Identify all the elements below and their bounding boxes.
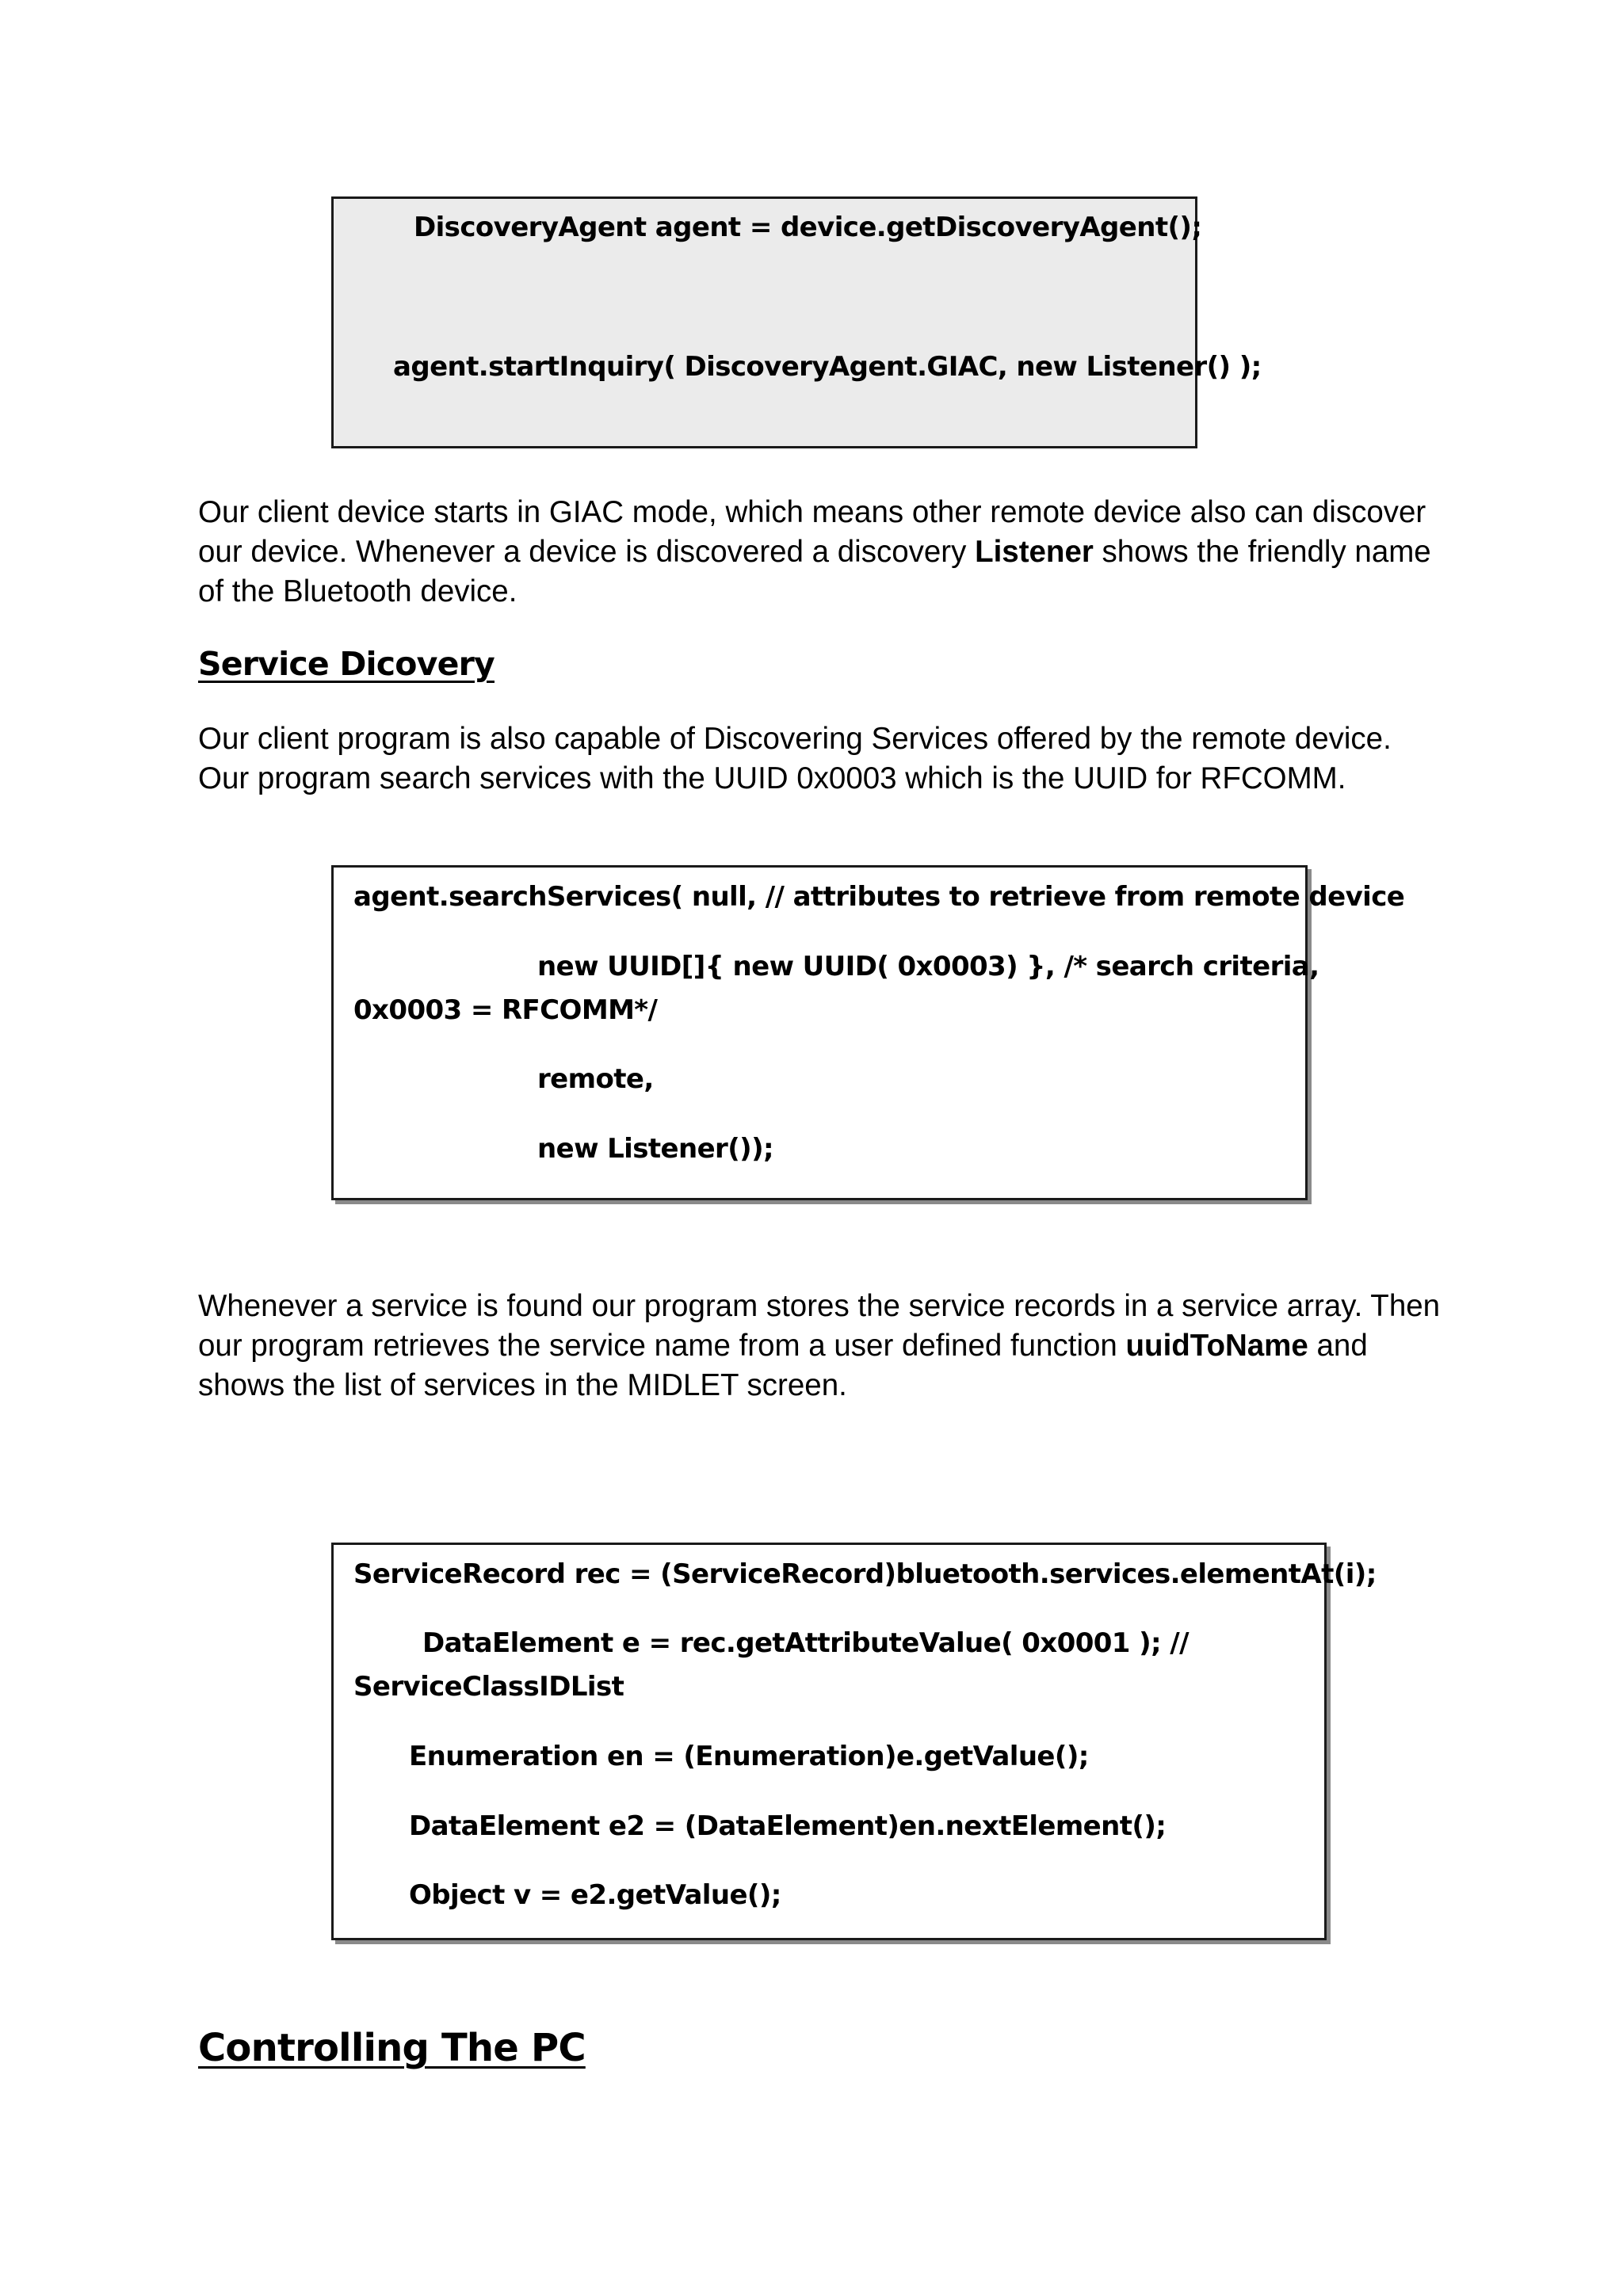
text-line: of the Bluetooth device. (198, 574, 517, 608)
section-heading-controlling-pc: Controlling The PC (198, 2026, 586, 2070)
text-span: shows the friendly name (1093, 535, 1431, 569)
text-line: shows the list of services in the MIDLET screen. (198, 1368, 847, 1402)
code-line: new Listener()); (537, 1133, 774, 1165)
uuid-to-name-term: uuidToName (1125, 1329, 1308, 1363)
code-line: Object v = e2.getValue(); (409, 1879, 781, 1911)
text-span: our program retrieves the service name from a user defined function (198, 1329, 1126, 1363)
code-line: ServiceClassIDList (353, 1671, 624, 1703)
code-line: agent.searchServices( null, // attributes to retrieve from remote device (353, 881, 1405, 913)
text-line: Our client device starts in GIAC mode, which means other remote device also can discover (198, 495, 1426, 529)
paragraph-service-found (198, 1287, 1450, 1405)
code-line: DataElement e = rec.getAttributeValue( 0x0001 ); // (422, 1627, 1189, 1659)
code-line: ServiceRecord rec = (ServiceRecord)bluetooth.services.elementAt(i); (353, 1558, 1377, 1590)
code-line: remote, (537, 1063, 654, 1095)
text-span: and (1308, 1329, 1368, 1363)
text-line (198, 1326, 1450, 1366)
code-line: 0x0003 = RFCOMM*/ (353, 994, 658, 1026)
text-line: Our client program is also capable of Discovering Services offered by the remote device. (198, 722, 1392, 756)
paragraph-service-search (198, 719, 1450, 799)
code-line: Enumeration en = (Enumeration)e.getValue(); (409, 1741, 1089, 1772)
code-line: DiscoveryAgent agent = device.getDiscoveryAgent(); (414, 212, 1202, 243)
section-heading-service-discovery: Service Dicovery (198, 645, 495, 683)
code-line: DataElement e2 = (DataElement)en.nextElement(); (409, 1810, 1167, 1842)
text-span: our device. Whenever a device is discovered a discovery (198, 535, 976, 569)
code-block-search-services (331, 865, 1308, 1200)
code-line: agent.startInquiry( DiscoveryAgent.GIAC, new Listener() ); (393, 351, 1262, 383)
paragraph-giac-mode (198, 493, 1450, 612)
text-line: Our program search services with the UUID 0x0003 which is the UUID for RFCOMM. (198, 761, 1346, 795)
listener-term: Listener (975, 535, 1094, 569)
text-line (198, 532, 1450, 572)
code-line: new UUID[]{ new UUID( 0x0003) }, /* search criteria, (537, 951, 1319, 982)
text-line: Whenever a service is found our program stores the service records in a service array. Then (198, 1289, 1441, 1323)
